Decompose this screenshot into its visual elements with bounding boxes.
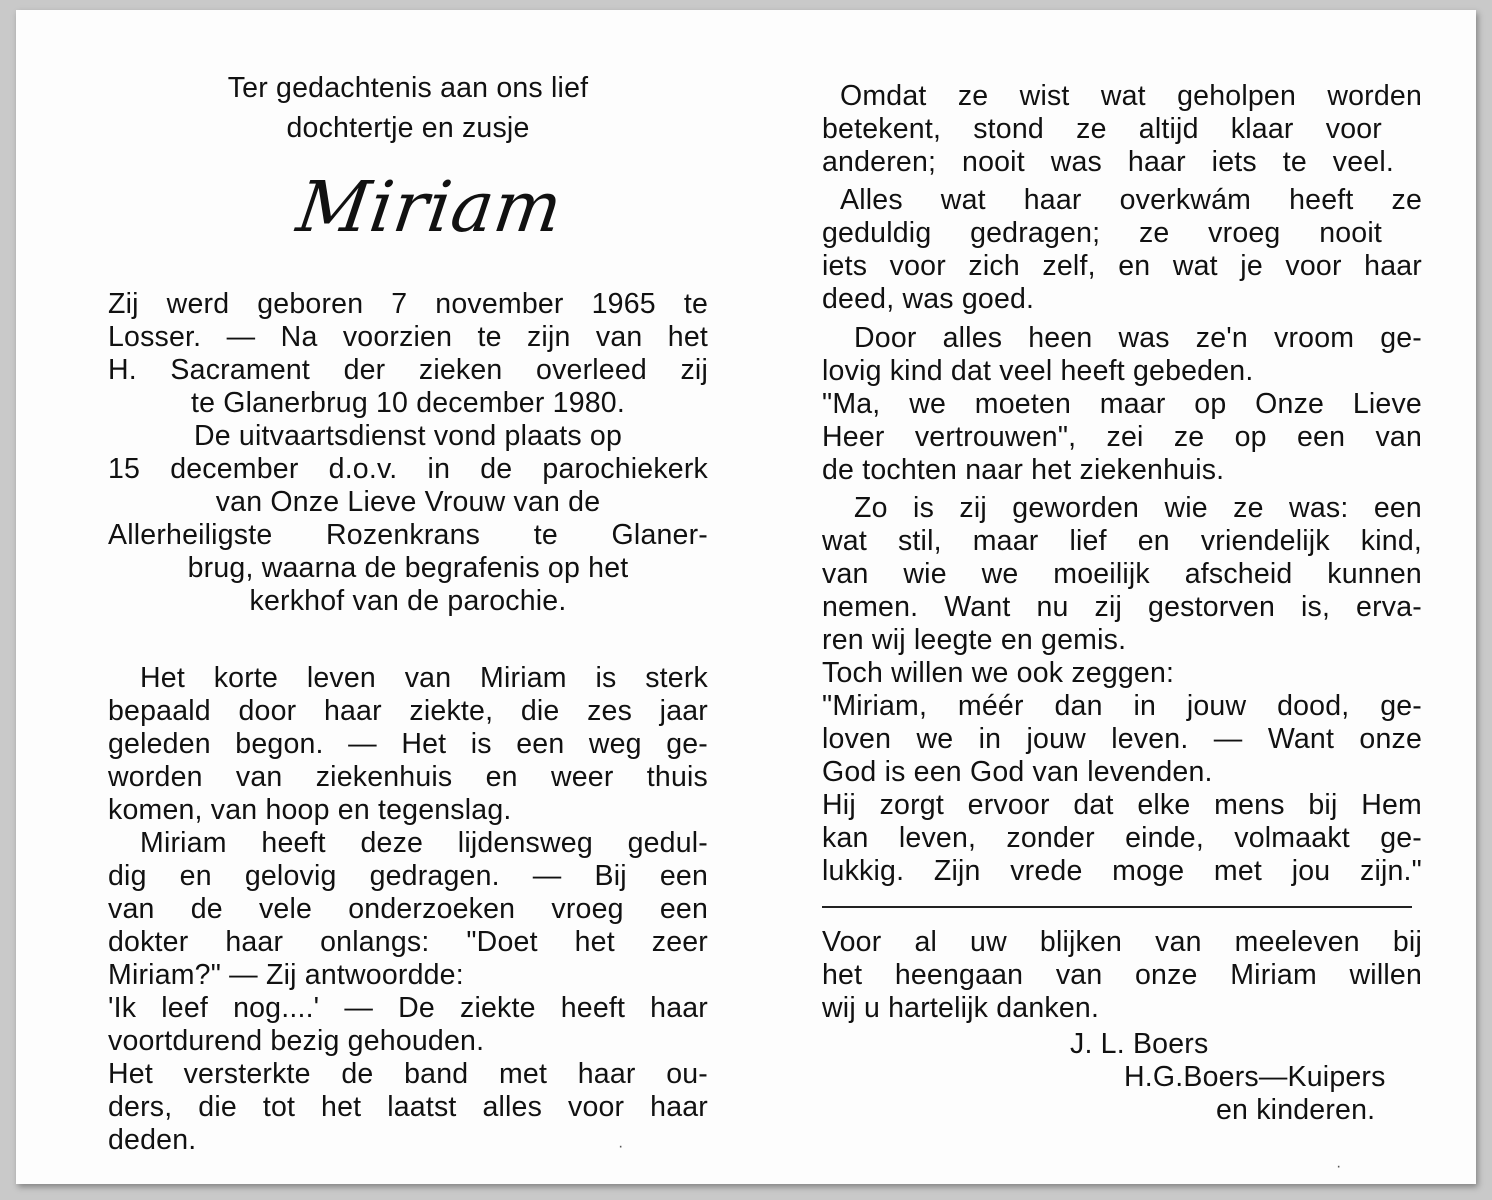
text-line: God is een God van levenden.: [822, 756, 1213, 788]
story-line: worden van ziekenhuis en weer thuis: [108, 761, 708, 793]
thanks-line: Voor al uw blijken van meeleven bij: [822, 926, 1422, 958]
text-line: kan leven, zonder einde, volmaakt ge-: [822, 822, 1422, 854]
birth-line: van Onze Lieve Vrouw van de: [215, 486, 601, 518]
story-line: komen, van hoop en tegenslag.: [108, 794, 512, 826]
thanks-line: het heengaan van onze Miriam willen: [822, 959, 1422, 991]
text-line: deed, was goed.: [822, 283, 1035, 315]
heading-line: Ter gedachtenis aan ons lief: [227, 72, 589, 104]
text-line: Omdat ze wist wat geholpen worden: [840, 80, 1422, 112]
text-line: Toch willen we ook zeggen:: [822, 657, 1175, 689]
text-line: betekent, stond ze altijd klaar voor: [822, 113, 1382, 145]
paper-speck: ·: [1336, 1158, 1342, 1175]
text-line: Alles wat haar overkwám heeft ze: [840, 184, 1422, 216]
text-line: ren wij leegte en gemis.: [822, 624, 1127, 656]
story-line: Miriam?" — Zij antwoordde:: [108, 959, 464, 991]
paper-speck: ·: [618, 1138, 624, 1155]
story-line: bepaald door haar ziekte, die zes jaar: [108, 695, 708, 727]
story-line: ders, die tot het laatst alles voor haar: [108, 1091, 708, 1123]
text-line: "Miriam, méér dan in jouw dood, ge-: [822, 690, 1422, 722]
story-line: deden.: [108, 1124, 197, 1156]
text-line: Hij zorgt ervoor dat elke mens bij Hem: [822, 789, 1422, 821]
text-line: Zo is zij geworden wie ze was: een: [854, 492, 1422, 524]
memorial-card: [16, 10, 1476, 1184]
birth-line: brug, waarna de begrafenis op het: [187, 552, 629, 584]
story-line: van de vele onderzoeken vroeg een: [108, 893, 708, 925]
story-line: dig en gelovig gedragen. — Bij een: [108, 860, 708, 892]
story-line: Miriam heeft deze lijdensweg gedul-: [140, 827, 708, 859]
birth-line: 15 december d.o.v. in de parochiekerk: [108, 453, 708, 485]
birth-line: kerkhof van de parochie.: [249, 585, 567, 617]
story-line: Het versterkte de band met haar ou-: [108, 1058, 708, 1090]
text-line: de tochten naar het ziekenhuis.: [822, 454, 1225, 486]
birth-line: Zij werd geboren 7 november 1965 te: [108, 288, 708, 320]
text-line: lovig kind dat veel heeft gebeden.: [822, 355, 1254, 387]
text-line: wat stil, maar lief en vriendelijk kind,: [822, 525, 1422, 557]
text-line: loven we in jouw leven. — Want onze: [822, 723, 1422, 755]
text-line: "Ma, we moeten maar op Onze Lieve: [822, 388, 1422, 420]
text-line: anderen; nooit was haar iets te veel.: [822, 146, 1394, 178]
birth-line: De uitvaartsdienst vond plaats op: [193, 420, 623, 452]
heading-line: dochtertje en zusje: [286, 112, 530, 144]
story-line: geleden begon. — Het is een weg ge-: [108, 728, 708, 760]
signature-line: H.G.Boers—Kuipers: [1124, 1061, 1386, 1093]
story-line: voortdurend bezig gehouden.: [108, 1025, 485, 1057]
signature-line: en kinderen.: [1216, 1094, 1376, 1126]
deceased-name: Miriam: [292, 166, 568, 248]
birth-line: H. Sacrament der zieken overleed zij: [108, 354, 708, 386]
text-line: Door alles heen was ze'n vroom ge-: [854, 322, 1422, 354]
thanks-line: wij u hartelijk danken.: [822, 992, 1100, 1024]
text-line: lukkig. Zijn vrede moge met jou zijn.": [822, 855, 1422, 887]
text-line: van wie we moeilijk afscheid kunnen: [822, 558, 1422, 590]
story-line: Het korte leven van Miriam is sterk: [140, 662, 708, 694]
birth-line: Allerheiligste Rozenkrans te Glaner-: [108, 519, 708, 551]
text-line: nemen. Want nu zij gestorven is, erva-: [822, 591, 1422, 623]
text-line: Heer vertrouwen", zei ze op een van: [822, 421, 1422, 453]
text-line: geduldig gedragen; ze vroeg nooit: [822, 217, 1382, 249]
signature-line: J. L. Boers: [1070, 1028, 1209, 1060]
story-line: dokter haar onlangs: "Doet het zeer: [108, 926, 708, 958]
birth-line: Losser. — Na voorzien te zijn van het: [108, 321, 708, 353]
story-line: 'Ik leef nog....' — De ziekte heeft haar: [108, 992, 708, 1024]
text-line: iets voor zich zelf, en wat je voor haar: [822, 250, 1422, 282]
birth-line: te Glanerbrug 10 december 1980.: [191, 387, 625, 419]
divider: [822, 906, 1412, 908]
